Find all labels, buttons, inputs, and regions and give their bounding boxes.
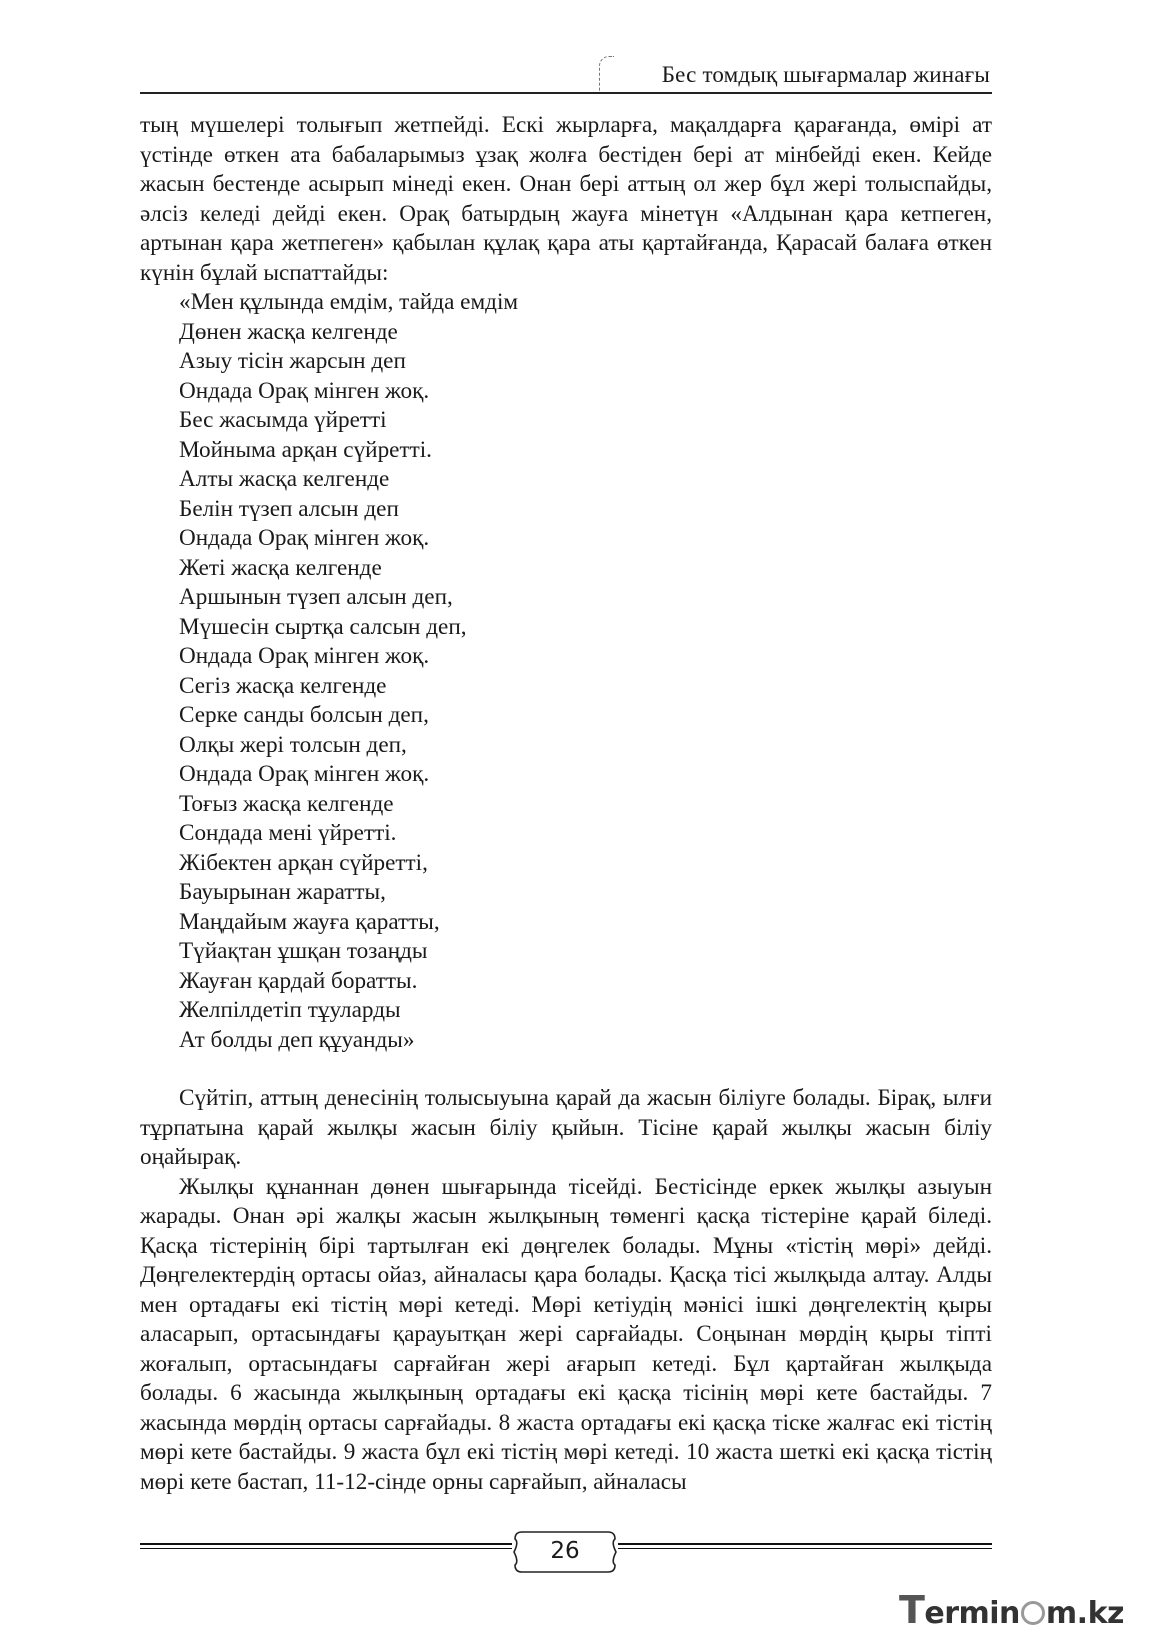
poem-line: Бауырынан жаратты, (179, 879, 386, 905)
poem-line: Жеті жасқа келгенде (179, 554, 382, 581)
poem-line: Түйақтан ұшқан тозаңды (179, 938, 428, 964)
header-tab-decoration (599, 56, 614, 93)
poem-line: Желпілдетіп тұуларды (179, 997, 401, 1023)
poem-line: Ондада Орақ мінген жоқ. (179, 377, 430, 404)
poem (140, 288, 992, 1055)
poem-line: Маңдайым жауға қаратты, (179, 908, 440, 935)
book-title: Бес томдық шығармалар жинағы (661, 62, 990, 87)
footer-rule-right (618, 1543, 992, 1545)
poem-line: Олқы жері толсын деп, (179, 731, 407, 758)
paragraph: Сүйтіп, аттың денесінің толысыуына қарай да жасын біліуге болады. Бірақ, ылғи тұрпатына қарай жылқы жасын біліу қыйын. Тісіне қарай жылқы жасын біліу оңайырақ. (140, 1085, 992, 1170)
watermark-initial: T (898, 1588, 925, 1632)
poem-line: Ат болды деп құуанды» (179, 1026, 415, 1053)
poem-line: Азыу тісін жарсын деп (179, 348, 406, 374)
page-footer (140, 1529, 992, 1579)
page-number-frame (512, 1531, 618, 1573)
poem-line: Жібектен арқан сүйретті, (179, 849, 428, 876)
poem-line: Сондада мені үйретті. (179, 820, 397, 846)
poem-line: Дөнен жасқа келгенде (179, 318, 398, 345)
terminkom-watermark (899, 1588, 1124, 1632)
watermark-text-start: ermin (924, 1596, 1020, 1631)
poem-line: Бес жасымда үйретті (179, 407, 387, 433)
poem-line: Сегіз жасқа келгенде (179, 672, 387, 699)
poem-line: «Мен құлында емдім, тайда емдім (179, 289, 519, 315)
poem-line: Алты жасқа келгенде (179, 466, 390, 492)
poem-line: Белін түзеп алсын деп (179, 495, 399, 522)
header-rule (140, 92, 992, 94)
page-body (140, 111, 992, 1497)
page-number: 26 (550, 1538, 580, 1564)
paragraph-gap (140, 1055, 992, 1084)
intro-paragraph: тың мүшелері толығып жетпейді. Ескі жырларға, мақалдарға қарағанда, өмірі ат үстінде өткен ата бабаларымыз ұзақ жолға бестіден бері ат мінбейді екен. Кейде жасын бестенде асырып мінеді екен. Онан бері аттың ол жер бұл жері толыспайды, әлсіз келеді дейді екен. Орақ батырдың жауға мінетүн «Алдынан қара кетпеген, артынан қара жетпеген» қабылан құлақ қара аты қартайғанда, Қарасай балаға өткен күнін бұлай ыспаттайды: (140, 112, 992, 286)
paragraph: Жылқы құнаннан дөнен шығарында тісейді. Бестісінде еркек жылқы азыуын жарады. Онан әрі жалқы жасын жылқының төменгі қасқа тістеріне қарай біледі. Қасқа тістерінің бірі тартылған екі дөңгелек болады. Мұны «тістің мөрі» дейді. Дөңгелектердің ортасы ойаз, айналасы қара болады. Қасқа тісі жылқыда алтау. Алды мен ортадағы екі тістің мөрі кетеді. Мөрі кетіудің мәнісі ішкі дөңгелектің қыры аласарып, ортасындағы қарауытқан жері сарғайады. Соңынан мөрдің қыры тіпті жоғалып, ортасындағы сарғайған жері ағарып кетеді. Бұл қартайған жылқыда болады. 6 жасында жылқының ортадағы екі қасқа тісінің мөрі кете бастайды. 7 жасында мөрдің ортасы сарғайады. 8 жаста ортадағы екі қасқа тіске жалғас екі тістің мөрі кете бастайды. 9 жаста бұл екі тістің мөрі кетеді. 10 жаста шеткі екі қасқа тістің мөрі кете бастап, 11-12-сінде орны сарғайып, айналасы (140, 1173, 992, 1495)
watermark-text-end: m.kz (1045, 1596, 1124, 1631)
footer-rule-left-thin (140, 1548, 512, 1549)
poem-line: Ондада Орақ мінген жоқ. (179, 643, 430, 669)
footer-rule-left (140, 1543, 512, 1545)
poem-line: Ондада Орақ мінген жоқ. (179, 525, 430, 551)
running-header (140, 54, 992, 94)
footer-rule-right-thin (618, 1548, 992, 1549)
magnifier-icon (1021, 1601, 1045, 1625)
poem-line: Ондада Орақ мінген жоқ. (179, 761, 430, 787)
poem-line: Жауған қардай боратты. (179, 967, 418, 994)
poem-line: Серке санды болсын деп, (179, 702, 429, 728)
poem-line: Тоғыз жасқа келгенде (179, 790, 394, 817)
poem-line: Аршынын түзеп алсын деп, (179, 584, 453, 610)
poem-line: Мүшесін сыртқа салсын деп, (179, 613, 467, 640)
poem-line: Мойныма арқан сүйретті. (179, 436, 432, 463)
